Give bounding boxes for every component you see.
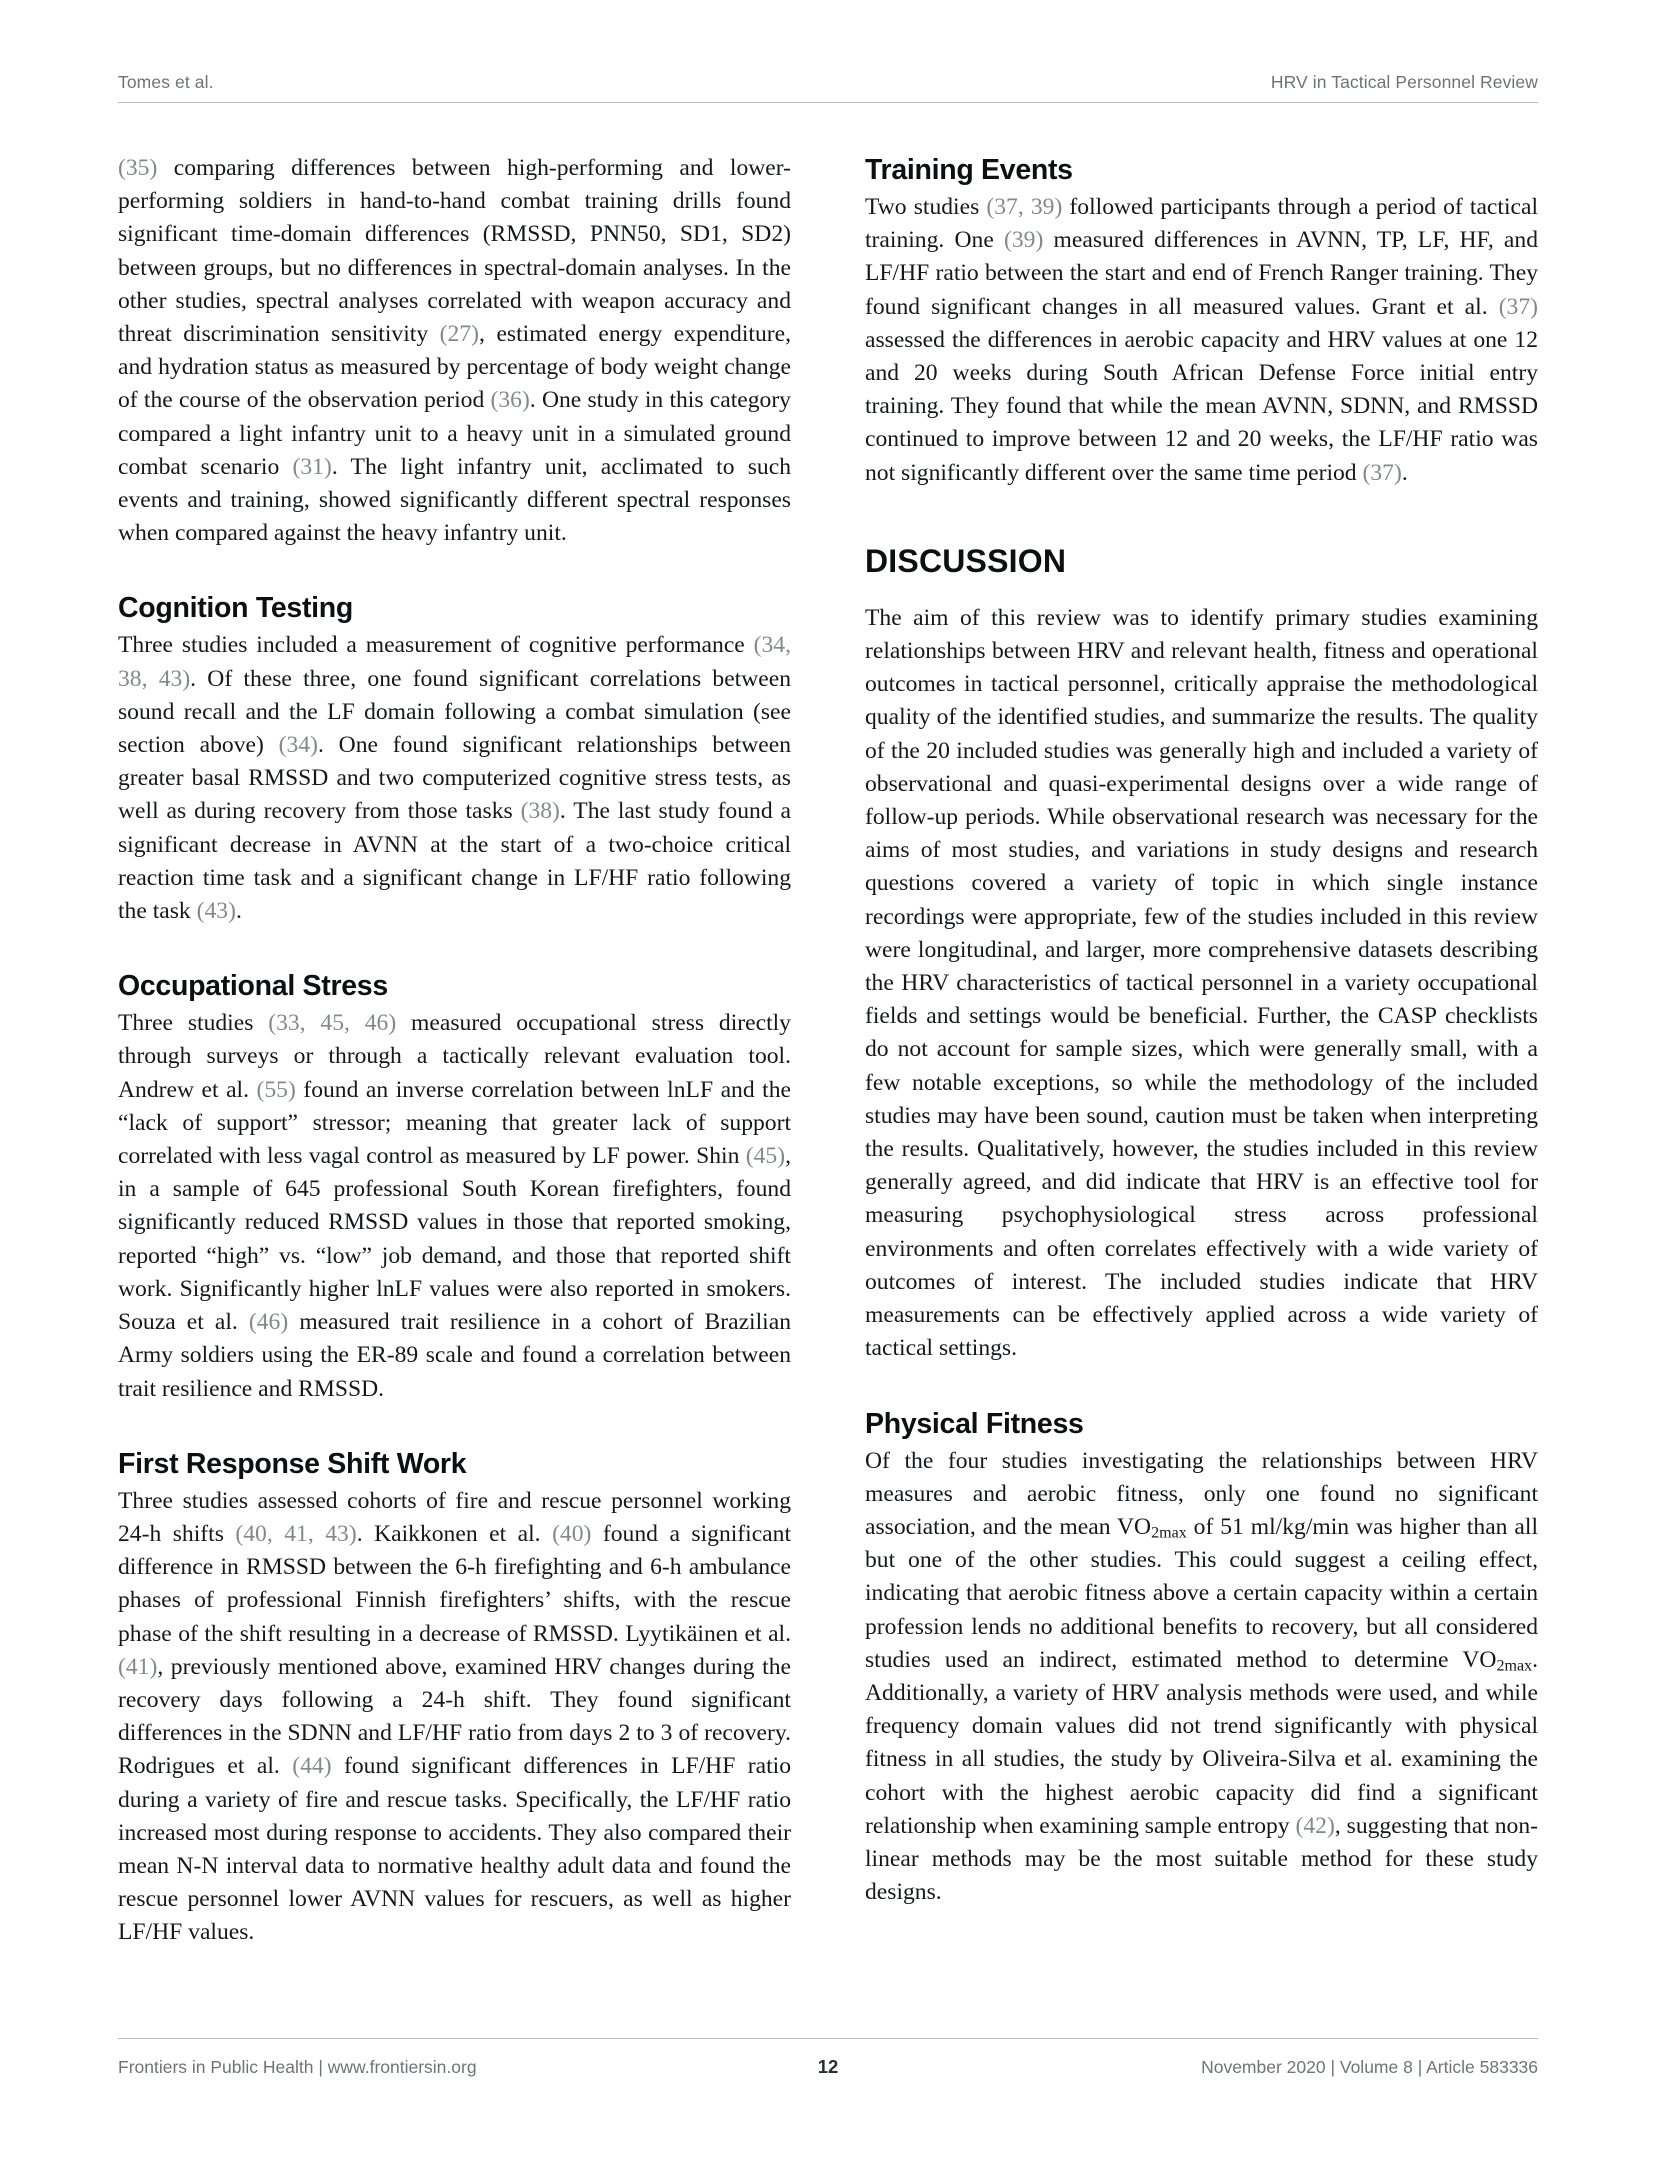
citation-ref: (33, 45, 46) xyxy=(268,1010,397,1037)
paragraph-continued xyxy=(118,152,791,550)
citation-ref: (37) xyxy=(1498,293,1538,320)
text-run: . xyxy=(235,898,242,925)
text-run: found a significant difference in RMSSD between the 6-h firefighting and 6-h ambulance phases of professional Finnish firefighters’ shifts, with the rescue phase of the shift resulting in a decrease of RMSSD. Lyytikäinen et al. xyxy=(118,1520,792,1647)
page-number: 12 xyxy=(817,2056,839,2077)
two-column-body xyxy=(118,152,1538,2007)
footer-divider xyxy=(118,2038,1538,2039)
page-footer xyxy=(118,2056,1538,2078)
text-run: measured differences in AVNN, TP, LF, HF, and LF/HF ratio between the start and end of French Ranger training. They found significant changes in all measured values. Grant et al. xyxy=(865,227,1538,320)
citation-ref: (40, 41, 43) xyxy=(235,1520,357,1547)
citation-ref: (41) xyxy=(118,1653,158,1680)
citation-ref: (39) xyxy=(1004,227,1044,254)
header-divider xyxy=(118,102,1538,103)
text-run: found an inverse correlation between lnLF and the “lack of support” stressor; meaning that greater lack of support correlated with less vagal control as measured by LF power. Shin xyxy=(118,1076,791,1170)
text-run: , suggesting that non-linear methods may be the most suitable method for these study designs. xyxy=(865,1812,1538,1906)
text-run: followed participants through a period of tactical training. One xyxy=(865,194,1538,254)
heading-cognition-testing: Cognition Testing xyxy=(118,592,353,625)
text-run: , in a sample of 645 professional South Korean firefighters, found significantly reduced RMSSD values in those that reported smoking, reported “high” vs. “low” job demand, and those that reported shift work. Significantly higher lnLF values were also reported in smokers. Souza et al. xyxy=(118,1143,791,1336)
citation-ref: (40) xyxy=(552,1520,592,1547)
citation-ref: (35) xyxy=(118,155,158,181)
text-run: Three studies xyxy=(118,1010,269,1037)
citation-ref: (34) xyxy=(278,732,318,759)
text-run: , previously mentioned above, examined HRV changes during the recovery days following a 24-h shift. They found significant differences in the SDNN and LF/HF ratio from days 2 to 3 of recovery. Rodrigues et al. xyxy=(118,1653,791,1780)
text-run: assessed the differences in aerobic capacity and HRV values at one 12 and 20 weeks during South African Defense Force initial entry training. They found that while the mean AVNN, SDNN, and RMSSD continued to improve between 12 and 20 weeks, the LF/HF ratio was not significantly different over the same time period xyxy=(865,326,1538,486)
heading-occupational-stress: Occupational Stress xyxy=(118,970,388,1003)
text-run: . Of these three, one found significant correlations between sound recall and the LF domain following a combat simulation (see section above) xyxy=(118,665,791,759)
text-run: . xyxy=(1401,459,1408,486)
paragraph-physical-fitness xyxy=(865,1445,1538,1910)
paragraph-cognition-testing xyxy=(118,629,791,928)
text-run: Of the four studies investigating the relationships between HRV measures and aerobic fitness, only one found no significant association, and the mean VO xyxy=(865,1447,1538,1540)
paragraph-occupational-stress xyxy=(118,1007,791,1405)
citation-ref: (55) xyxy=(256,1076,296,1103)
citation-ref: (38) xyxy=(520,798,560,825)
paragraph-discussion: The aim of this review was to identify primary studies examining relationships between HRV and relevant health, fitness and operational outcomes in tactical personnel, critically appraise the methodological quality of the identified studies, and summarize the results. The quality of the 20 included studies was generally high and included a variety of observational and quasi-experimental designs over a wide range of follow-up periods. While observational research was necessary for the aims of most studies, and variations in study designs and research questions covered a variety of topic in which single instance recordings were appropriate, few of the studies included in this review were longitudinal, and larger, more comprehensive datasets describing the HRV characteristics of tactical personnel in a variety occupational fields and settings would be beneficial. Further, the CASP checklists do not account for sample sizes, which were generally small, with a few notable exceptions, so while the methodology of the included studies may have been sound, caution must be taken when interpreting the results. Qualitatively, however, the studies included in this review generally agreed, and did indicate that HRV is an effective tool for measuring psychophysiological stress across professional environments and often correlates effectively with a wide variety of outcomes of interest. The included studies indicate that HRV measurements can be effectively applied across a wide variety of tactical settings. xyxy=(865,604,1538,1362)
heading-training-events: Training Events xyxy=(865,154,1073,186)
footer-journal: Frontiers in Public Health | www.frontiersin.org xyxy=(118,2057,477,2077)
text-run: measured occupational stress directly through surveys or through a tactically relevant evaluation tool. Andrew et al. xyxy=(118,1010,791,1103)
running-head-authors: Tomes et al. xyxy=(118,72,214,92)
text-run: . The last study found a significant decrease in AVNN at the start of a two-choice critical reaction time task and a significant change in LF/HF ratio following the task xyxy=(118,798,791,925)
citation-ref: (37) xyxy=(1362,459,1402,486)
heading-first-response-shift-work: First Response Shift Work xyxy=(118,1447,467,1480)
paragraph-first-response-shift-work xyxy=(118,1485,791,1950)
text-run: Three studies included a measurement of cognitive performance xyxy=(118,632,754,659)
citation-ref: (42) xyxy=(1295,1812,1335,1839)
heading-discussion: DISCUSSION xyxy=(865,542,1067,579)
citation-ref: (46) xyxy=(248,1309,289,1336)
text-run: of 51 ml/kg/min was higher than all but one of the other studies. This could suggest a ceiling effect, indicating that aerobic fitness above a certain capacity within a certain profession lends no additional benefits to recovery, but all considered studies used an indirect, estimated method to determine VO xyxy=(865,1513,1538,1673)
citation-ref: (44) xyxy=(292,1753,332,1780)
text-run: . One found significant relationships between greater basal RMSSD and two computerized cognitive stress tests, as well as during recovery from those tasks xyxy=(118,732,791,825)
citation-ref: (34, 38, 43) xyxy=(118,632,791,692)
citation-ref: (36) xyxy=(490,387,530,414)
running-head-title: HRV in Tactical Personnel Review xyxy=(1270,72,1538,92)
citation-ref: (27) xyxy=(439,321,479,348)
citation-ref: (37, 39) xyxy=(986,194,1063,220)
vo2max-subscript: 2max xyxy=(1151,1524,1187,1542)
footer-issue: November 2020 | Volume 8 | Article 583336 xyxy=(1201,2057,1539,2077)
running-head xyxy=(118,72,1538,93)
citation-ref: (31) xyxy=(292,453,332,480)
text-run: comparing differences between high-performing and lower-performing soldiers in hand-to-hand combat training drills found significant time-domain differences (RMSSD, PNN50, SD1, SD2) between groups, but no differences in spectral-domain analyses. In the other studies, spectral analyses correlated with weapon accuracy and threat discrimination sensitivity xyxy=(118,155,791,348)
text-run: , estimated energy expenditure, and hydration status as measured by percentage of body weight change of the course of the observation period xyxy=(118,321,791,414)
text-run: Three studies assessed cohorts of fire and rescue personnel working 24-h shifts xyxy=(118,1487,791,1547)
text-run: Two studies xyxy=(865,194,987,220)
text-run: measured trait resilience in a cohort of Brazilian Army soldiers using the ER-89 scale and found a correlation between trait resilience and RMSSD. xyxy=(118,1309,791,1402)
citation-ref: (43) xyxy=(196,898,236,925)
text-run: . Kaikkonen et al. xyxy=(356,1520,553,1547)
text-run: . The light infantry unit, acclimated to such events and training, showed significantly different spectral responses when compared against the heavy infantry unit. xyxy=(118,453,791,547)
text-run: . Additionally, a variety of HRV analysis methods were used, and while frequency domain values did not trend significantly with physical fitness in all studies, the study by Oliveira-Silva et al. examining the cohort with the highest aerobic capacity did find a significant relationship when examining sample entropy xyxy=(865,1646,1538,1839)
left-column xyxy=(118,152,791,2007)
text-run: . One study in this category compared a light infantry unit to a heavy unit in a simulated ground combat scenario xyxy=(118,387,791,480)
right-column xyxy=(865,152,1538,2007)
vo2max-subscript: 2max xyxy=(1496,1657,1533,1675)
heading-physical-fitness: Physical Fitness xyxy=(865,1407,1084,1440)
paragraph-training-events xyxy=(865,191,1538,490)
citation-ref: (45) xyxy=(745,1143,786,1170)
text-run: found significant differences in LF/HF ratio during a variety of fire and rescue tasks. Specifically, the LF/HF ratio increased most during response to accidents. They also compared their mean N-N interval data to normative healthy adult data and found the rescue personnel lower AVNN values for rescuers, as well as higher LF/HF values. xyxy=(118,1753,791,1946)
